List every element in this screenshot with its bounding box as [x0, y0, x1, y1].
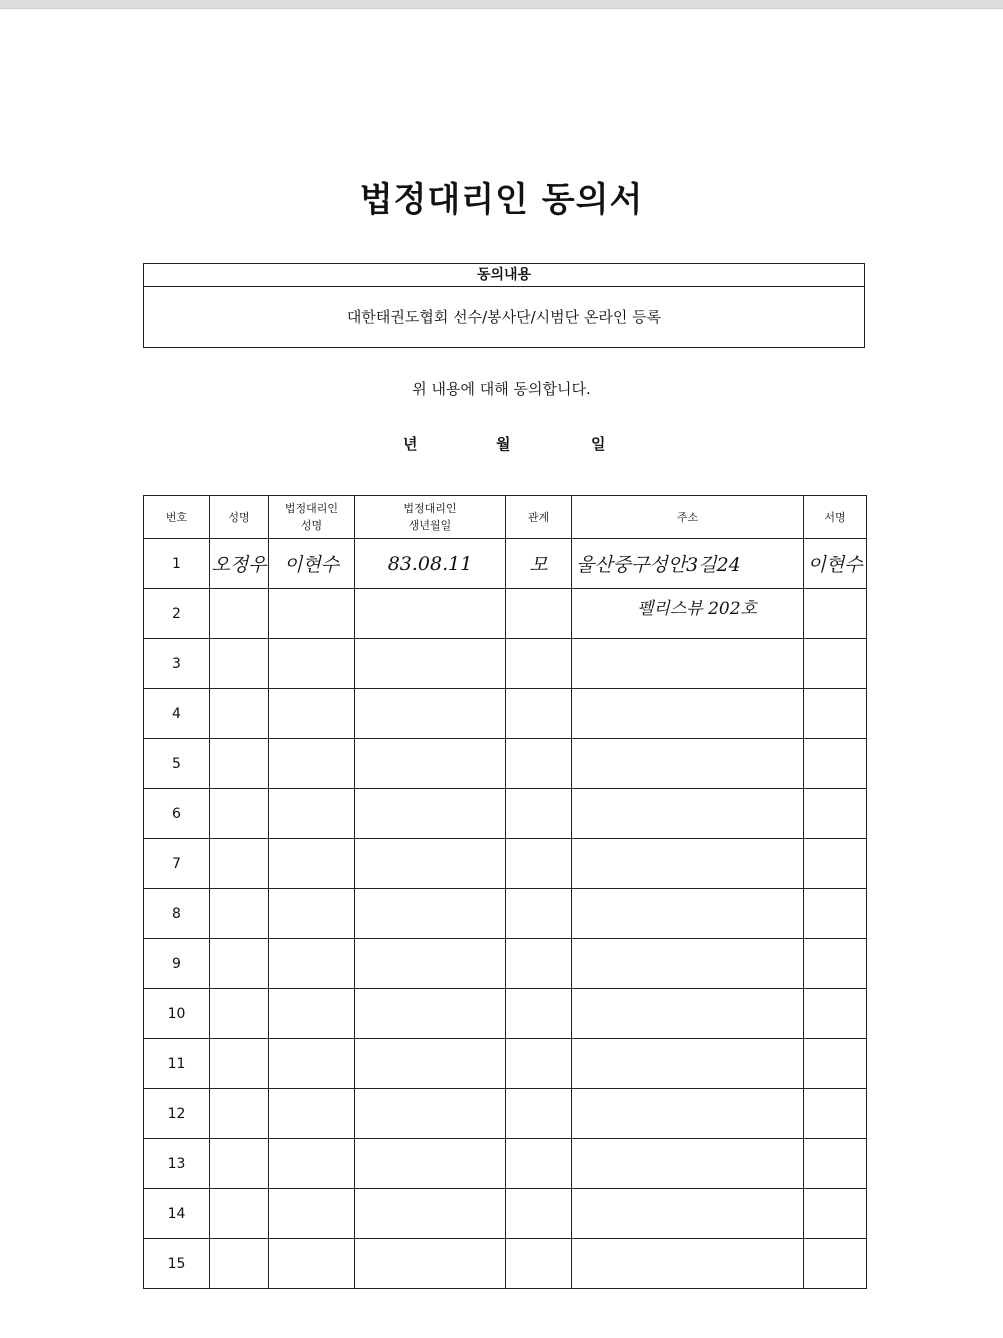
cell-name: [210, 639, 269, 689]
cell-relation: [506, 1189, 572, 1239]
table-row: [144, 989, 867, 1039]
handwritten-name: 오정우: [211, 554, 267, 576]
cell-name: [210, 839, 269, 889]
cell-address: [572, 739, 804, 789]
cell-signature: [804, 1039, 867, 1089]
cell-address: [572, 1139, 804, 1189]
cell-signature: [804, 1139, 867, 1189]
cell-rep-name: [269, 1089, 355, 1139]
handwritten-relation: 모: [529, 554, 548, 576]
cell-name: [210, 589, 269, 639]
cell-rep-birth: [355, 889, 506, 939]
cell-address: [572, 1239, 804, 1289]
row-number: 9: [144, 939, 210, 989]
cell-signature: [804, 689, 867, 739]
cell-name: [210, 989, 269, 1039]
handwritten-address-continuation: 펠리스뷰 202호: [637, 599, 757, 619]
cell-address: [572, 889, 804, 939]
cell-address: [572, 1189, 804, 1239]
row-number: 4: [144, 689, 210, 739]
cell-rep-name: [269, 1139, 355, 1189]
header-rep-name-line1: 법정대리인: [284, 502, 339, 515]
cell-name: [210, 939, 269, 989]
agreement-statement: 위 내용에 대해 동의합니다.: [412, 380, 591, 398]
table-row: [144, 739, 867, 789]
cell-rep-name: [269, 639, 355, 689]
cell-signature: [804, 989, 867, 1039]
cell-name: [210, 789, 269, 839]
cell-address: [572, 939, 804, 989]
header-rep-name-line2: 성명: [300, 519, 323, 532]
cell-signature: [804, 539, 867, 589]
cell-name: [210, 1239, 269, 1289]
cell-relation: [506, 1039, 572, 1089]
header-rep-birth-line2: 생년월일: [408, 519, 452, 532]
header-name: 성명: [210, 496, 269, 539]
cell-rep-name: [269, 939, 355, 989]
date-day-label: 일: [591, 435, 606, 453]
cell-signature: [804, 939, 867, 989]
table-row: [144, 1239, 867, 1289]
cell-address: [572, 989, 804, 1039]
document-title: 법정대리인 동의서: [359, 180, 644, 220]
cell-rep-birth: [355, 589, 506, 639]
row-number: 6: [144, 789, 210, 839]
cell-relation: [506, 939, 572, 989]
cell-rep-name: [269, 1039, 355, 1089]
cell-rep-birth: [355, 689, 506, 739]
cell-name: [210, 889, 269, 939]
table-row: [144, 689, 867, 739]
cell-signature: [804, 889, 867, 939]
date-month-label: 월: [496, 435, 511, 453]
row-number: 12: [144, 1089, 210, 1139]
cell-name: [210, 1089, 269, 1139]
cell-relation: [506, 539, 572, 589]
row-number: 15: [144, 1239, 210, 1289]
cell-rep-name: [269, 739, 355, 789]
header-address: 주소: [572, 496, 804, 539]
table-row: [144, 639, 867, 689]
table-row: [144, 1089, 867, 1139]
cell-signature: [804, 589, 867, 639]
cell-relation: [506, 889, 572, 939]
row-number: 14: [144, 1189, 210, 1239]
cell-relation: [506, 589, 572, 639]
cell-address: [572, 539, 804, 589]
cell-name: [210, 539, 269, 589]
cell-rep-name: [269, 989, 355, 1039]
row-number: 13: [144, 1139, 210, 1189]
cell-rep-name: [269, 689, 355, 739]
handwritten-signature: 이현수: [807, 554, 863, 576]
consent-box: [143, 263, 865, 348]
cell-rep-birth: [355, 1039, 506, 1089]
cell-signature: [804, 639, 867, 689]
table-row: [144, 539, 867, 589]
table-row: [144, 839, 867, 889]
cell-relation: [506, 739, 572, 789]
row-number: 10: [144, 989, 210, 1039]
cell-rep-birth: [355, 639, 506, 689]
cell-name: [210, 689, 269, 739]
cell-rep-birth: [355, 939, 506, 989]
cell-relation: [506, 689, 572, 739]
table-row: [144, 889, 867, 939]
header-relation: 관계: [506, 496, 572, 539]
cell-rep-name: [269, 1239, 355, 1289]
cell-rep-birth: [355, 539, 506, 589]
cell-rep-birth: [355, 1089, 506, 1139]
cell-rep-birth: [355, 739, 506, 789]
row-number: 3: [144, 639, 210, 689]
row-number: 1: [144, 539, 210, 589]
cell-relation: [506, 989, 572, 1039]
cell-address: [572, 789, 804, 839]
cell-relation: [506, 1089, 572, 1139]
handwritten-rep-birth: 83.08.11: [387, 552, 473, 575]
cell-relation: [506, 1239, 572, 1289]
cell-signature: [804, 789, 867, 839]
cell-rep-name: [269, 539, 355, 589]
header-signature: 서명: [804, 496, 867, 539]
cell-address: [572, 689, 804, 739]
viewer-top-bar: [0, 0, 1003, 9]
cell-relation: [506, 839, 572, 889]
cell-rep-birth: [355, 789, 506, 839]
header-number: 번호: [144, 496, 210, 539]
cell-signature: [804, 1189, 867, 1239]
cell-rep-birth: [355, 1189, 506, 1239]
row-number: 7: [144, 839, 210, 889]
row-number: 5: [144, 739, 210, 789]
consent-body: 대한태권도협회 선수/봉사단/시범단 온라인 등록: [346, 308, 662, 326]
cell-name: [210, 739, 269, 789]
cell-signature: [804, 1089, 867, 1139]
row-number: 11: [144, 1039, 210, 1089]
cell-rep-name: [269, 889, 355, 939]
cell-rep-name: [269, 839, 355, 889]
table-row: [144, 939, 867, 989]
cell-rep-name: [269, 589, 355, 639]
table-row: [144, 1189, 867, 1239]
cell-rep-birth: [355, 1239, 506, 1289]
cell-signature: [804, 739, 867, 789]
row-number: 2: [144, 589, 210, 639]
cell-relation: [506, 789, 572, 839]
cell-signature: [804, 1239, 867, 1289]
table-row: [144, 1139, 867, 1189]
cell-name: [210, 1139, 269, 1189]
cell-address: [572, 1039, 804, 1089]
cell-rep-birth: [355, 989, 506, 1039]
cell-rep-birth: [355, 1139, 506, 1189]
cell-address: [572, 839, 804, 889]
cell-signature: [804, 839, 867, 889]
cell-rep-name: [269, 1189, 355, 1239]
cell-address: [572, 1089, 804, 1139]
table-row: [144, 1039, 867, 1089]
handwritten-rep-name: 이현수: [283, 554, 340, 576]
cell-name: [210, 1189, 269, 1239]
header-rep-birth: [355, 496, 506, 539]
cell-rep-name: [269, 789, 355, 839]
date-year-label: 년: [403, 435, 418, 453]
table-header-row: [144, 496, 867, 539]
header-rep-name: [269, 496, 355, 539]
cell-address: [572, 639, 804, 689]
consent-header: 동의내용: [144, 264, 864, 287]
cell-relation: [506, 1139, 572, 1189]
cell-relation: [506, 639, 572, 689]
handwritten-address: 울산중구성안3길24: [576, 554, 741, 576]
cell-rep-birth: [355, 839, 506, 889]
header-rep-birth-line1: 법정대리인: [403, 502, 457, 515]
cell-name: [210, 1039, 269, 1089]
row-number: 8: [144, 889, 210, 939]
table-row: [144, 789, 867, 839]
